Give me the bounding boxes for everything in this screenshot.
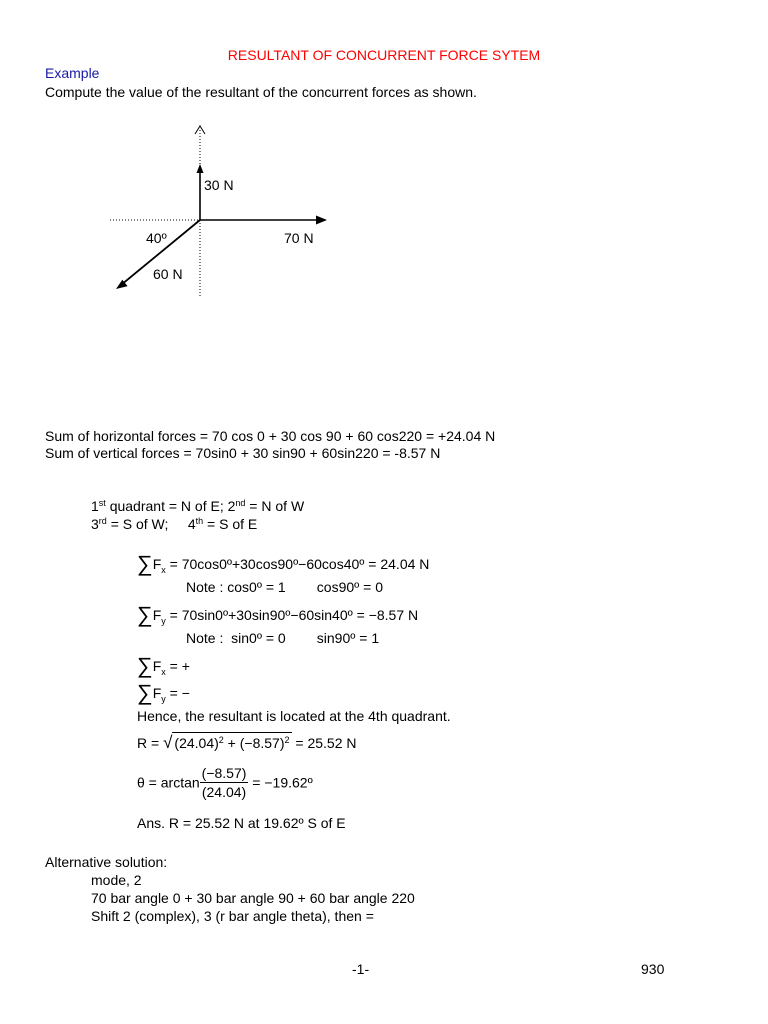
- x-subscript: x: [161, 667, 166, 677]
- q3-number: 3: [91, 516, 99, 532]
- example-label: Example: [45, 65, 100, 81]
- quadrant-line-1: [91, 498, 304, 514]
- force-60-label: 60 N: [153, 266, 183, 282]
- sigma-symbol: ∑: [137, 653, 153, 678]
- sum-fx-equation: [137, 552, 429, 574]
- r-lhs: R =: [137, 735, 164, 751]
- fy-sign: = −: [165, 685, 190, 701]
- force-70-label: 70 N: [284, 230, 314, 246]
- sin-note: Note : sin0º = 0 sin90º = 1: [186, 630, 380, 646]
- theta-result: = −19.62º: [248, 774, 313, 791]
- force-70-arrowhead: [316, 216, 327, 225]
- force-30-label: 30 N: [204, 177, 234, 193]
- theta-fraction: [200, 764, 249, 801]
- radicand-term-b: + (−8.57): [223, 735, 285, 751]
- theta-numerator: (−8.57): [201, 765, 247, 781]
- alternative-heading: Alternative solution:: [45, 854, 168, 870]
- page-title: RESULTANT OF CONCURRENT FORCE SYTEM: [227, 47, 541, 63]
- sigma-symbol: ∑: [137, 551, 153, 576]
- f-symbol: F: [152, 685, 162, 701]
- sigma-symbol: ∑: [137, 680, 153, 705]
- fy-sign-line: [137, 681, 190, 703]
- q1-suffix: st: [98, 498, 106, 508]
- q1-text: quadrant = N of E; 2: [105, 498, 236, 514]
- force-30-arrowhead: [197, 164, 204, 173]
- x-subscript: x: [161, 565, 166, 575]
- document-number: 930: [641, 961, 665, 977]
- cos-note: Note : cos0º = 1 cos90º = 0: [186, 579, 383, 595]
- quadrant-conclusion: Hence, the resultant is located at the 4th quadrant.: [137, 708, 451, 724]
- f-symbol: F: [152, 658, 162, 674]
- problem-statement: Compute the value of the resultant of the concurrent forces as shown.: [45, 84, 477, 100]
- fy-expression: = 70sin0º+30sin90º−60sin40º = −8.57 N: [165, 607, 419, 623]
- f-symbol: F: [152, 556, 162, 572]
- fx-sign-line: [137, 654, 190, 676]
- theta-denominator: (24.04): [201, 784, 247, 800]
- sigma-symbol: ∑: [137, 602, 153, 627]
- horizontal-sum-line: Sum of horizontal forces = 70 cos 0 + 30 cos 90 + 60 cos220 = +24.04 N: [45, 428, 496, 444]
- theta-equation: [137, 764, 313, 801]
- quadrant-line-2: [91, 516, 257, 532]
- q2-suffix: nd: [235, 498, 246, 508]
- alternative-line-3: Shift 2 (complex), 3 (r bar angle theta), then =: [91, 908, 374, 924]
- alternative-line-2: 70 bar angle 0 + 30 bar angle 90 + 60 bar angle 220: [91, 890, 415, 906]
- resultant-equation: [137, 735, 357, 751]
- q3-suffix: rd: [98, 516, 107, 526]
- theta-lhs: θ = arctan: [137, 774, 200, 791]
- force-diagram: [100, 120, 340, 305]
- alternative-line-1: mode, 2: [91, 872, 142, 888]
- angle-label: 40º: [146, 230, 167, 246]
- radicand: [172, 732, 291, 751]
- y-subscript: y: [161, 616, 166, 626]
- sum-fy-equation: [137, 603, 418, 625]
- exponent-b: 2: [284, 735, 290, 745]
- fx-expression: = 70cos0º+30cos90º−60cos40º = 24.04 N: [165, 556, 430, 572]
- f-symbol: F: [152, 607, 162, 623]
- page-number: -1-: [352, 961, 370, 977]
- q4-text: = S of E: [203, 516, 258, 532]
- radical-sign-icon: √: [163, 733, 173, 752]
- fx-sign: = +: [165, 658, 190, 674]
- q2-text: = N of W: [245, 498, 305, 514]
- exponent-a: 2: [218, 735, 224, 745]
- answer-line: Ans. R = 25.52 N at 19.62º S of E: [137, 815, 346, 831]
- radicand-term-a: (24.04): [174, 735, 219, 751]
- q3-text: = S of W; 4: [106, 516, 196, 532]
- y-subscript: y: [161, 694, 166, 704]
- r-result: = 25.52 N: [291, 735, 357, 751]
- q1-number: 1: [91, 498, 99, 514]
- vertical-sum-line: Sum of vertical forces = 70sin0 + 30 sin90 + 60sin220 = -8.57 N: [45, 445, 441, 461]
- q4-suffix: th: [195, 516, 204, 526]
